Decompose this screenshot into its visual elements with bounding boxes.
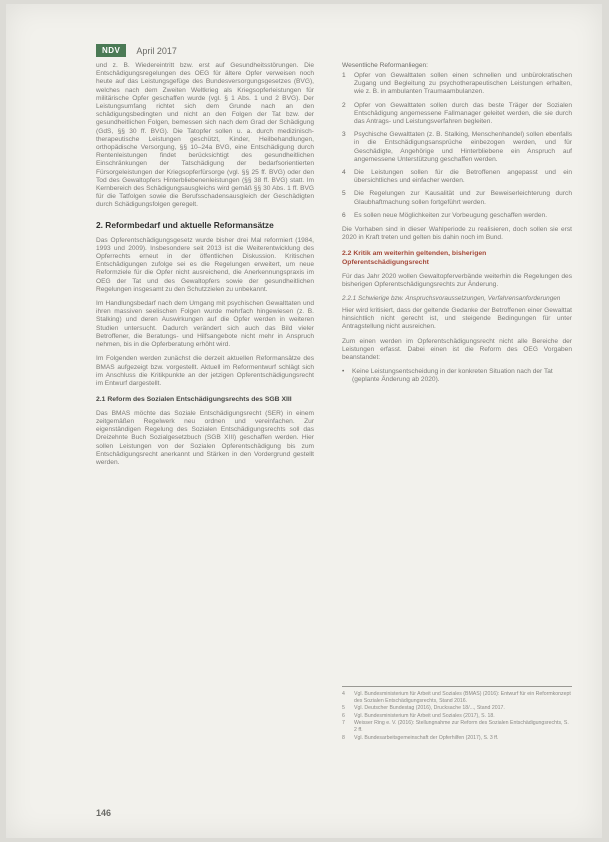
list-item: 4 Die Leistungen sollen für die Betroffenen angepasst und ein übersichtliches und einfacher werden. xyxy=(342,169,572,185)
subsubsection-heading: 2.2.1 Schwierige bzw. Anspruchsvoraussetzungen, Verfahrensanforderungen xyxy=(342,295,561,303)
bullet-icon: • xyxy=(342,368,345,376)
paragraph: Das Opferentschädigungsgesetz wurde bisher drei Mal reformiert (1984, 1993 und 2009). Insbesondere seit 2013 ist die Weiterentwicklung des Opferrechts erneut in der öffentlichen Diskussion. Kritischen Entschädigungen zufolge sei es die Regelungen erweitert, um neue Reformziele für die Opfer nicht ausreichend, die Anerkennungspraxis im OEG der Tat und des Gewaltopfers sowie der gesundheitlichen Regelungen insgesamt zu den Schutzzielen zu unbekannt. xyxy=(96,236,314,293)
page-number: 146 xyxy=(96,808,112,818)
paragraph: Die Vorhaben sind in dieser Wahlperiode zu realisieren, doch sollen sie erst 2020 in Kraft treten und gelten bis dahin noch im Bund. xyxy=(342,226,572,242)
bullet-item: • Keine Leistungsentscheidung in der konkreten Situation nach der Tat (geplante Änderung ab 2020). xyxy=(342,368,553,384)
issue-date: April 2017 xyxy=(136,45,177,56)
subsection-heading: 2.2 Kritik am weiterhin geltenden, bisherigen Opferentschädigungsrecht xyxy=(342,250,487,267)
paragraph: Im Folgenden werden zunächst die derzeit aktuellen Reformansätze des BMAS aufgezeigt bzw. vorgestellt. Aktuell im Reformentwurf schlägt sich im Anschluss die Kritikpunkte an der jetzigen Opferentschädigungsrecht im Entwurf dargestellt. xyxy=(96,355,314,387)
document-page xyxy=(6,4,602,838)
footnote: 5 Vgl. Deutscher Bundestag (2016), Drucksache 18/..., Stand 2017. xyxy=(342,705,505,712)
right-column xyxy=(342,62,572,389)
footnote: 4 Vgl. Bundesministerium für Arbeit und Soziales (BMAS) (2016): Entwurf für ein Reformkonzept des Sozialen Entschädigungsrechts, Stand 2016. xyxy=(342,691,571,704)
footnote: 6 Vgl. Bundesministerium für Arbeit und Soziales (2017), S. 18. xyxy=(342,712,495,719)
paragraph: und z. B. Wiedereintritt bzw. erst auf Gesundheitsstörungen. Die Entschädigungsregelungen des OEG für ältere Opfer verweisen noch heute auf das Leistungsgefüge des Bundesversorgungsgesetzes (BVG), welches nach dem Zweiten Weltkrieg als Kriegsopferleistungen für militärische Opfer geschaffen wurde (vgl. § 1 Abs. 1 und 2 BVG). Der Leistungsumfang richtet sich dem Grunde nach an den schädigungsbedingten und nicht an den Folgen der Tat bzw. der gesundheitlichen Folgen, bemessen sich nach dem Grad der Schädigung (GdS, §§ 30 ff. BVG). Die Tatopfer sollen u. a. durch medizinisch-therapeutische Leistungen geschützt, Kinder, Heilbehandlungen, orthopädische Versorgung, §§ 10–24a BVG, eine Entschädigung durch Rentenleistungen findet berücksichtigt des gesundheitlichen Einschränkungen der Tatschädigung der bedarfsorientierten Fürsorgeleistungen der Kriegsopferfürsorge (vgl. §§ 25 ff. BVG) oder den Tod des Gewaltopfers Hinterbliebenenleistungen (§§ 38 ff. BVG) statt. Im Kernbereich des Schädigungsausgleichs wird gemäß §§ 30 Abs. 1 ff. BVG für die Tatfolgen sowie die Berufsschadensausgleich der Geschädigten durch Schädigungsfolgen geregelt. xyxy=(96,62,314,209)
list-intro: Wesentliche Reformanliegen: xyxy=(342,62,429,69)
list-item: 6 Es sollen neue Möglichkeiten zur Vorbeugung geschaffen werden. xyxy=(342,211,548,219)
page-header xyxy=(96,44,177,57)
left-column xyxy=(96,62,314,473)
list-item: 1 Opfer von Gewalttaten sollen einen schnellen und unbürokratischen Zugang und Begleitung zu psychotherapeutischen Leistungen erhalten, wie z. B. in ambulanten Traumaambulanzen. xyxy=(342,72,572,96)
subsection-heading: 2.1 Reform des Sozialen Entschädigungsrechts des SGB XIII xyxy=(96,396,292,404)
paragraph: Hier wird kritisiert, dass der geltende Gedanke der Betroffenen einer Gewalttat hinsichtlich nicht gerecht ist, und steigende Bedingungen für unter Antragstellung nicht ausreichen. xyxy=(342,307,572,331)
list-item: 2 Opfer von Gewalttaten sollen durch das beste Träger der Sozialen Entschädigung angemessene Fallmanager geleitet werden, die sie durch das Antrags- und Leistungsverfahren begleiten. xyxy=(342,101,572,126)
paragraph: Für das Jahr 2020 wollen Gewaltopferverbände weiterhin die Regelungen des bisherigen Opferentschädigungsrechts zur Änderung. xyxy=(342,272,572,288)
list-item: 5 Die Regelungen zur Kausalität und zur Beweiserleichterung durch Glaubhaftmachung sollen fortgeführt werden. xyxy=(342,190,572,206)
journal-badge: NDV xyxy=(96,44,126,57)
paragraph: Im Handlungsbedarf nach dem Umgang mit psychischen Gewalttaten und ihren massiven seelischen Folgen wurde mehrfach hingewiesen (z. B. Stalking) und deren Auswirkungen auf die Opfer werden in weiteren Studien untersucht. Dadurch verändert sich auch das Bild vieler Betroffener, die Beratungs- und Hilfsangebote nicht mehr in Anspruch nehmen, bis in die Opferberatung erhöht wird. xyxy=(96,300,314,349)
list-item: 3 Psychische Gewalttaten (z. B. Stalking, Menschenhandel) sollen ebenfalls in die Entschädigungsansprüche einbezogen werden, und für Geschädigte, Angehörige und Hinterbliebene ein Anspruch auf angemessene Unterstützung geschaffen werden. xyxy=(342,131,572,163)
footnote: 7 Weisser Ring e. V. (2016): Stellungnahme zur Reform des Sozialen Entschädigungsrechts, S. 2 ff. xyxy=(342,720,569,733)
section-heading: 2. Reformbedarf und aktuelle Reformansätze xyxy=(96,219,274,230)
reform-list xyxy=(342,72,572,220)
footnotes xyxy=(342,686,572,742)
paragraph: Zum einen werden im Opferentschädigungsrecht nicht alle Bereiche der Leistungen erfasst. Dabei einen ist die Reform des OEG Vorgaben beanstandet: xyxy=(342,337,572,362)
footnote: 8 Vgl. Bundesarbeitsgemeinschaft der Opferhilfen (2017), S. 3 ff. xyxy=(342,734,499,741)
paragraph: Das BMAS möchte das Soziale Entschädigungsrecht (SER) in einem zeitgemäßen Regelwerk neu ordnen und vereinfachen. Zur eigenständigen Regelung des Sozialen Entschädigungsrechts soll das Dreizehnte Buch Sozialgesetzbuch (SGB XIII) geschaffen werden. Hier sollen Leistungen von der Sozialen Opferentschädigung bis zum Entschädigungsrecht anerkannt und Stärken in den Vordergrund gestellt werden. xyxy=(96,409,314,466)
